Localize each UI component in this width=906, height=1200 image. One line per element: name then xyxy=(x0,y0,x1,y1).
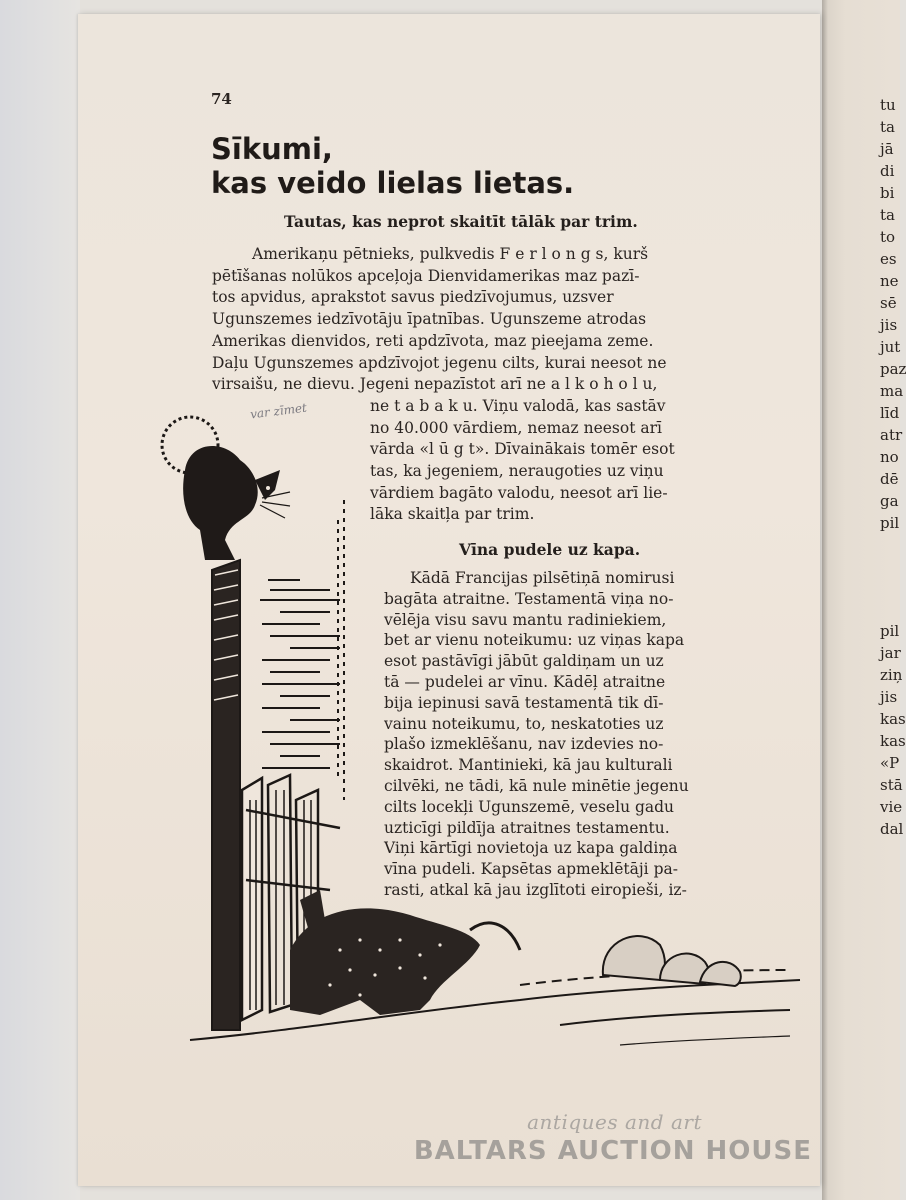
section2-line: cilvēki, ne tādi, kā nule minētie jegenu xyxy=(384,777,689,795)
section2-line: vīna pudeli. Kapsētas apmeklētāji pa- xyxy=(384,860,678,879)
section2-line: bija iepinusi savā testamentā tik dī- xyxy=(384,693,664,712)
section1-line: Amerikas dienvidos, reti apdzīvota, maz pieejama zeme. xyxy=(212,331,654,350)
next-page-fragment: līd xyxy=(880,404,900,422)
section1-line: Ugunszemes iedzīvotāju īpatnības. Ugunszeme atrodas xyxy=(212,310,647,329)
next-page-fragment: sē xyxy=(880,294,897,312)
next-page-fragment: paz xyxy=(880,360,906,378)
next-page-fragment: ta xyxy=(880,118,895,136)
next-page-fragment: ma xyxy=(880,382,904,400)
section1-heading: Tautas, kas neprot skaitīt tālāk par trim. xyxy=(284,212,638,231)
page-number: 74 xyxy=(211,90,232,108)
next-page-fragment: kas xyxy=(880,732,906,750)
section2-line: Viņi kārtīgi novietoja uz kapa galdiņa xyxy=(384,839,678,858)
next-page-fragment: stā xyxy=(880,776,903,794)
section1-line: vārdiem bagāto valodu, neesot arī lie- xyxy=(370,483,668,502)
next-page-fragment: pil xyxy=(880,514,900,532)
section2-line: bet ar vienu noteikumu: uz viņas kapa xyxy=(384,631,685,650)
next-page-fragment: atr xyxy=(880,426,903,444)
next-page-fragment: kas xyxy=(880,710,906,728)
next-page-fragment: tu xyxy=(880,96,896,114)
next-page-fragment: jar xyxy=(880,644,901,662)
next-page-fragment: ta xyxy=(880,206,895,224)
section2-line: rasti, atkal kā jau izglītoti eiropieši, iz- xyxy=(384,881,687,899)
section2-line: tā — pudelei ar vīnu. Kādēļ atraitne xyxy=(384,673,666,691)
next-page-fragment: vie xyxy=(880,798,903,816)
watermark-tagline: antiques and art xyxy=(527,1110,702,1134)
section1-line: lāka skaitļa par trim. xyxy=(370,505,535,524)
next-page-fragment: jā xyxy=(880,140,894,158)
section2-line: esot pastāvīgi jābūt galdiņam un uz xyxy=(384,652,664,671)
next-page-fragment: jut xyxy=(880,338,901,356)
section2-line: vēlēja visu savu mantu radiniekiem, xyxy=(384,610,667,629)
cat-silhouette xyxy=(162,417,290,560)
section1-line: vārda «l ū g t». Dīvainākais tomēr esot xyxy=(370,440,675,459)
section2-line: cilts locekļi Ugunszemē, veselu gadu xyxy=(384,797,675,816)
section1-line: no 40.000 vārdiem, nemaz neesot arī xyxy=(370,418,662,437)
section1-line: Daļu Ugunszemes apdzīvojot jegenu cilts, kurai neesot ne xyxy=(212,353,667,372)
next-page-fragment: jis xyxy=(880,316,898,334)
next-page-fragment: dal xyxy=(880,820,904,838)
next-page-fragment: di xyxy=(880,162,895,180)
next-page-fragment: to xyxy=(880,228,896,246)
next-page-fragment: «P xyxy=(880,754,900,772)
section1-line: tos apvidus, aprakstot savus piedzīvojumus, uzsver xyxy=(212,288,614,307)
next-page-fragment: bi xyxy=(880,184,895,202)
fence-post xyxy=(212,560,240,1030)
section1-line: tas, ka jegeniem, neraugoties uz viņu xyxy=(370,462,664,480)
section2-line: uzticīgi pildīja atraitnes testamentu. xyxy=(384,818,670,837)
article-title-line1: Sīkumi, xyxy=(211,132,333,166)
section1-line: Amerikaņu pētnieks, pulkvedis F e r l o n g s, kurš xyxy=(252,245,649,263)
brick-wall xyxy=(260,500,344,800)
watermark-brand: BALTARS AUCTION HOUSE xyxy=(413,1136,812,1166)
article-title-line2: kas veido lielas lietas. xyxy=(211,166,575,200)
section1-line: ne t a b a k u. Viņu valodā, kas sastāv xyxy=(370,396,666,415)
next-page-fragment: pil xyxy=(880,622,900,640)
section2-heading: Vīna pudele uz kapa. xyxy=(459,540,641,559)
next-page-fragment: no xyxy=(880,448,899,466)
section2-line: vainu noteikumu, to, neskatoties uz xyxy=(384,714,664,733)
section2-line: plašo izmeklēšanu, nav izdevies no- xyxy=(384,735,664,754)
bushes xyxy=(603,936,741,986)
section1-line: pētīšanas nolūkos apceļoja Dienvidamerikas maz pazī- xyxy=(212,266,640,285)
auction-watermark xyxy=(414,1110,812,1166)
dog-silhouette xyxy=(290,890,520,1015)
section2-line: Kādā Francijas pilsētiņā nomirusi xyxy=(410,569,675,587)
next-page-fragment: dē xyxy=(880,470,899,488)
next-page-fragment: es xyxy=(880,250,897,268)
next-page-fragment: jis xyxy=(880,688,898,706)
next-page-fragment: ziņ xyxy=(880,666,903,684)
section2-line: bagāta atraitne. Testamentā viņa no- xyxy=(384,589,674,608)
section2-line: skaidrot. Mantinieki, kā jau kulturali xyxy=(384,756,673,775)
handwritten-note: var zīmet xyxy=(249,400,308,422)
section1-line: virsaišu, ne dievu. Jegeni nepazīstot arī ne a l k o h o l u, xyxy=(212,375,658,394)
next-page-fragment: ga xyxy=(880,492,899,510)
next-page-fragment: ne xyxy=(880,272,899,290)
